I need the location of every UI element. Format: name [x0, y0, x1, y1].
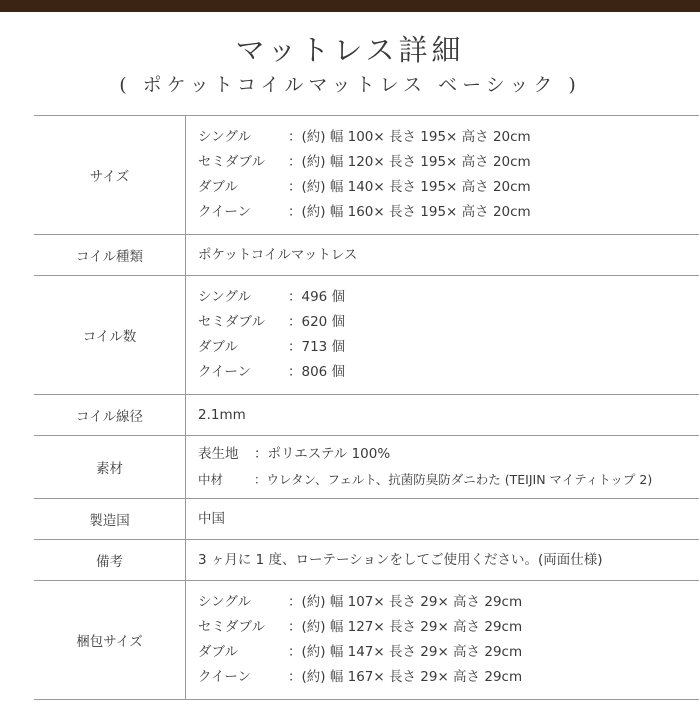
- spec-key: ダブル: [198, 339, 238, 355]
- spec-value: [186, 116, 700, 235]
- spec-row-package: [34, 581, 699, 700]
- spec-key: シングル: [198, 289, 251, 305]
- spec-text: ：ウレタン、フェルト、抗菌防臭防ダニわた (TEIJIN マイティトップ 2): [254, 472, 653, 487]
- spec-key: 中材: [198, 472, 224, 487]
- spec-line: [198, 335, 699, 360]
- spec-text: ポケットコイルマットレス: [198, 247, 358, 263]
- spec-text: ：ポリエステル 100%: [254, 446, 391, 462]
- spec-key: クイーン: [198, 204, 252, 220]
- spec-key: 表生地: [198, 446, 239, 462]
- spec-value: [186, 395, 700, 436]
- spec-text: ：(約) 幅 100× 長さ 195× 高さ 20cm: [288, 129, 531, 145]
- spec-key: クイーン: [198, 364, 252, 380]
- spec-value: [186, 581, 700, 700]
- spec-text: ：(約) 幅 160× 長さ 195× 高さ 20cm: [288, 204, 531, 220]
- spec-row-coil-type: [34, 235, 699, 276]
- spec-label: コイル種類: [34, 235, 186, 276]
- spec-value: [186, 499, 700, 540]
- spec-row-material: [34, 436, 699, 499]
- spec-line: [198, 665, 699, 690]
- spec-text: ：806 個: [288, 364, 346, 380]
- top-border-bar: [0, 0, 700, 12]
- spec-row-size: [34, 116, 699, 235]
- spec-text: ：620 個: [288, 314, 346, 330]
- spec-label: コイル線径: [34, 395, 186, 436]
- page-subtitle: ( ポケットコイルマットレス ベーシック ): [119, 74, 581, 96]
- spec-row-origin: [34, 499, 699, 540]
- spec-line: [198, 150, 699, 175]
- spec-text: ：(約) 幅 120× 長さ 195× 高さ 20cm: [288, 154, 531, 170]
- spec-value: [186, 436, 700, 499]
- spec-line: [198, 442, 699, 467]
- spec-label: 梱包サイズ: [34, 581, 186, 700]
- spec-text: ：(約) 幅 147× 長さ 29× 高さ 29cm: [288, 644, 523, 660]
- spec-key: シングル: [198, 129, 251, 145]
- spec-row-coil-count: [34, 276, 699, 395]
- spec-row-notes: [34, 540, 699, 581]
- spec-text: ：(約) 幅 107× 長さ 29× 高さ 29cm: [288, 594, 523, 610]
- spec-line: [198, 310, 699, 335]
- spec-text: ：(約) 幅 167× 長さ 29× 高さ 29cm: [288, 669, 523, 685]
- spec-line: [198, 360, 699, 385]
- spec-line: [198, 200, 699, 225]
- spec-label: 製造国: [34, 499, 186, 540]
- spec-text: ：(約) 幅 140× 長さ 195× 高さ 20cm: [288, 179, 531, 195]
- spec-key: クイーン: [198, 669, 252, 685]
- spec-label: サイズ: [34, 116, 186, 235]
- spec-line: [198, 615, 699, 640]
- spec-key: セミダブル: [198, 314, 265, 330]
- spec-line: [198, 285, 699, 310]
- spec-text: 3 ヶ月に 1 度、ローテーションをしてご使用ください。(両面仕様): [198, 552, 603, 568]
- spec-key: ダブル: [198, 179, 238, 195]
- spec-line: [198, 467, 699, 492]
- spec-text: 2.1mm: [198, 407, 246, 423]
- spec-text: ：496 個: [288, 289, 346, 305]
- spec-value: [186, 276, 700, 395]
- spec-value: [186, 540, 700, 581]
- spec-line: [198, 175, 699, 200]
- spec-label: 備考: [34, 540, 186, 581]
- spec-text: ：713 個: [288, 339, 346, 355]
- spec-text: ：(約) 幅 127× 長さ 29× 高さ 29cm: [288, 619, 523, 635]
- spec-line: [198, 640, 699, 665]
- spec-key: セミダブル: [198, 154, 265, 170]
- spec-value: [186, 235, 700, 276]
- page-title: マットレス詳細: [235, 33, 465, 67]
- spec-label: 素材: [34, 436, 186, 499]
- spec-line: [198, 590, 699, 615]
- spec-key: セミダブル: [198, 619, 265, 635]
- spec-text: 中国: [198, 511, 225, 527]
- spec-key: ダブル: [198, 644, 238, 660]
- spec-table: [34, 115, 699, 700]
- spec-label: コイル数: [34, 276, 186, 395]
- spec-row-wire: [34, 395, 699, 436]
- spec-key: シングル: [198, 594, 251, 610]
- spec-line: [198, 125, 699, 150]
